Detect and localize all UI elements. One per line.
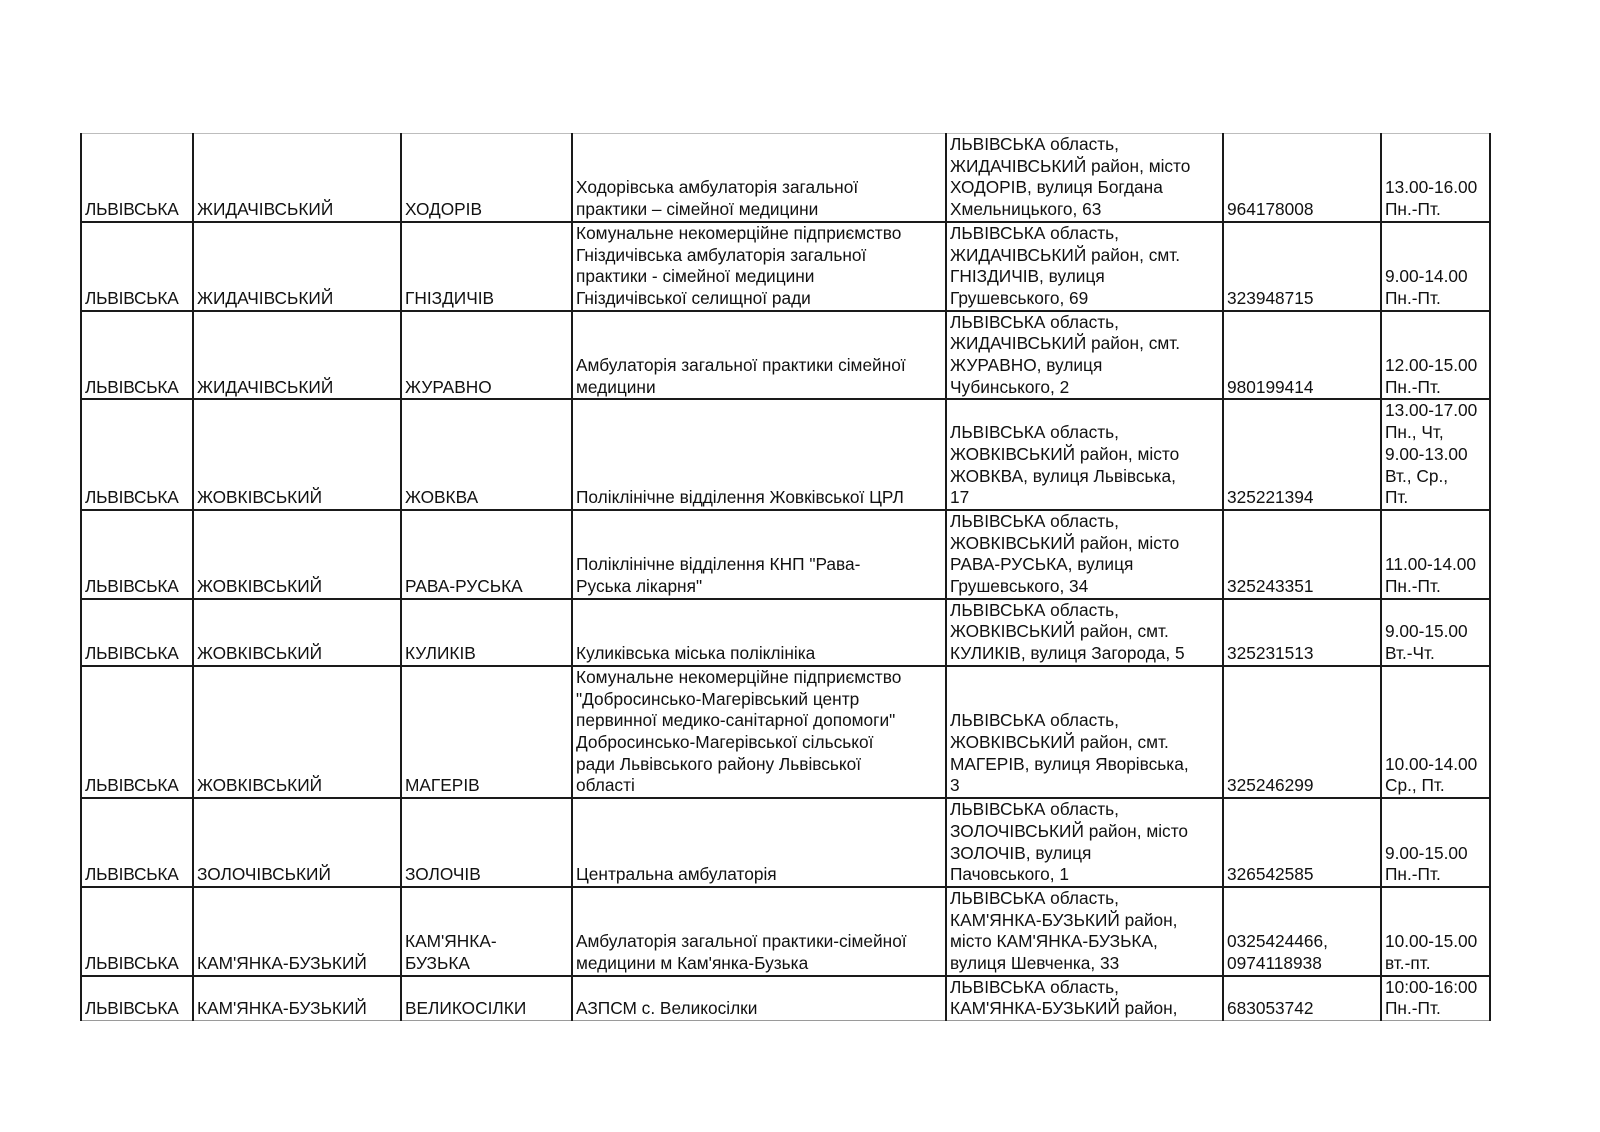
address-cell: ЛЬВІВСЬКА область, ЖИДАЧІВСЬКИЙ район, смт. ГНІЗДИЧІВ, вулиця Грушевського, 69 [946,222,1223,311]
district-cell: ЖИДАЧІВСЬКИЙ [193,134,401,222]
address-cell: ЛЬВІВСЬКА область, КАМ'ЯНКА-БУЗЬКИЙ район, [946,976,1223,1021]
address-cell: ЛЬВІВСЬКА область, ЗОЛОЧІВСЬКИЙ район, місто ЗОЛОЧІВ, вулиця Пачовського, 1 [946,798,1223,887]
phone-cell: 326542585 [1223,798,1381,887]
phone-cell: 325246299 [1223,666,1381,798]
phone-cell: 964178008 [1223,134,1381,222]
locality-cell: ХОДОРІВ [401,134,572,222]
hours-cell: 13.00-17.00 Пн., Чт, 9.00-13.00 Вт., Ср., Пт. [1381,399,1490,510]
locality-cell: ЗОЛОЧІВ [401,798,572,887]
facility-cell: Комунальне некомерційне підприємство Гніздичівська амбулаторія загальної практики - сімейної медицини Гніздичівської селищної ради [572,222,946,311]
locality-cell: КАМ'ЯНКА- БУЗЬКА [401,887,572,976]
district-cell: ЖИДАЧІВСЬКИЙ [193,311,401,400]
locality-cell: МАГЕРІВ [401,666,572,798]
locality-cell: ЖУРАВНО [401,311,572,400]
district-cell: ЖОВКІВСЬКИЙ [193,510,401,599]
locality-cell: ЖОВКВА [401,399,572,510]
district-cell: ЖОВКІВСЬКИЙ [193,599,401,666]
district-cell: КАМ'ЯНКА-БУЗЬКИЙ [193,976,401,1021]
phone-cell: 325221394 [1223,399,1381,510]
table-row [81,134,1490,222]
facility-cell: Поліклінічне відділення Жовківської ЦРЛ [572,399,946,510]
region-cell: ЛЬВІВСЬКА [81,887,193,976]
locality-cell: ВЕЛИКОСІЛКИ [401,976,572,1021]
hours-cell: 13.00-16.00 Пн.-Пт. [1381,134,1490,222]
hours-cell: 10.00-14.00 Ср., Пт. [1381,666,1490,798]
facility-cell: Поліклінічне відділення КНП "Рава- Руська лікарня" [572,510,946,599]
hours-cell: 10.00-15.00 вт.-пт. [1381,887,1490,976]
hours-cell: 11.00-14.00 Пн.-Пт. [1381,510,1490,599]
table-row [81,666,1490,798]
region-cell: ЛЬВІВСЬКА [81,222,193,311]
region-cell: ЛЬВІВСЬКА [81,599,193,666]
facility-cell: Ходорівська амбулаторія загальної практики – сімейної медицини [572,134,946,222]
address-cell: ЛЬВІВСЬКА область, ЖОВКІВСЬКИЙ район, смт. КУЛИКІВ, вулиця Загорода, 5 [946,599,1223,666]
locality-cell: ГНІЗДИЧІВ [401,222,572,311]
region-cell: ЛЬВІВСЬКА [81,510,193,599]
phone-cell: 980199414 [1223,311,1381,400]
phone-cell: 0325424466, 0974118938 [1223,887,1381,976]
facility-cell: Амбулаторія загальної практики-сімейної медицини м Кам'янка-Бузька [572,887,946,976]
facility-cell: Центральна амбулаторія [572,798,946,887]
table-row [81,887,1490,976]
hours-cell: 9.00-15.00 Вт.-Чт. [1381,599,1490,666]
region-cell: ЛЬВІВСЬКА [81,798,193,887]
hours-cell: 9.00-14.00 Пн.-Пт. [1381,222,1490,311]
address-cell: ЛЬВІВСЬКА область, ЖИДАЧІВСЬКИЙ район, смт. ЖУРАВНО, вулиця Чубинського, 2 [946,311,1223,400]
table-row [81,311,1490,400]
district-cell: ЗОЛОЧІВСЬКИЙ [193,798,401,887]
locality-cell: РАВА-РУСЬКА [401,510,572,599]
table-row [81,599,1490,666]
phone-cell: 323948715 [1223,222,1381,311]
table-row [81,798,1490,887]
facility-cell: АЗПСМ с. Великосілки [572,976,946,1021]
region-cell: ЛЬВІВСЬКА [81,134,193,222]
table-row [81,976,1490,1021]
region-cell: ЛЬВІВСЬКА [81,666,193,798]
region-cell: ЛЬВІВСЬКА [81,311,193,400]
clinics-table [80,133,1491,1021]
table-row [81,510,1490,599]
phone-cell: 683053742 [1223,976,1381,1021]
hours-cell: 10:00-16:00 Пн.-Пт. [1381,976,1490,1021]
locality-cell: КУЛИКІВ [401,599,572,666]
address-cell: ЛЬВІВСЬКА область, ЖОВКІВСЬКИЙ район, смт. МАГЕРІВ, вулиця Яворівська, 3 [946,666,1223,798]
address-cell: ЛЬВІВСЬКА область, ЖОВКІВСЬКИЙ район, місто ЖОВКВА, вулиця Львівська, 17 [946,399,1223,510]
address-cell: ЛЬВІВСЬКА область, КАМ'ЯНКА-БУЗЬКИЙ район, місто КАМ'ЯНКА-БУЗЬКА, вулиця Шевченка, 33 [946,887,1223,976]
hours-cell: 12.00-15.00 Пн.-Пт. [1381,311,1490,400]
hours-cell: 9.00-15.00 Пн.-Пт. [1381,798,1490,887]
district-cell: ЖИДАЧІВСЬКИЙ [193,222,401,311]
district-cell: ЖОВКІВСЬКИЙ [193,666,401,798]
table-row [81,399,1490,510]
region-cell: ЛЬВІВСЬКА [81,399,193,510]
table-row [81,222,1490,311]
phone-cell: 325243351 [1223,510,1381,599]
facility-cell: Амбулаторія загальної практики сімейної медицини [572,311,946,400]
facility-cell: Комунальне некомерційне підприємство "Добросинсько-Магерівський центр первинної медико-санітарної допомоги" Добросинсько-Магерівської сільської ради Львівського району Львівської області [572,666,946,798]
address-cell: ЛЬВІВСЬКА область, ЖОВКІВСЬКИЙ район, місто РАВА-РУСЬКА, вулиця Грушевського, 34 [946,510,1223,599]
phone-cell: 325231513 [1223,599,1381,666]
district-cell: ЖОВКІВСЬКИЙ [193,399,401,510]
region-cell: ЛЬВІВСЬКА [81,976,193,1021]
district-cell: КАМ'ЯНКА-БУЗЬКИЙ [193,887,401,976]
facility-cell: Куликівська міська поліклініка [572,599,946,666]
address-cell: ЛЬВІВСЬКА область, ЖИДАЧІВСЬКИЙ район, місто ХОДОРІВ, вулиця Богдана Хмельницького, 63 [946,134,1223,222]
